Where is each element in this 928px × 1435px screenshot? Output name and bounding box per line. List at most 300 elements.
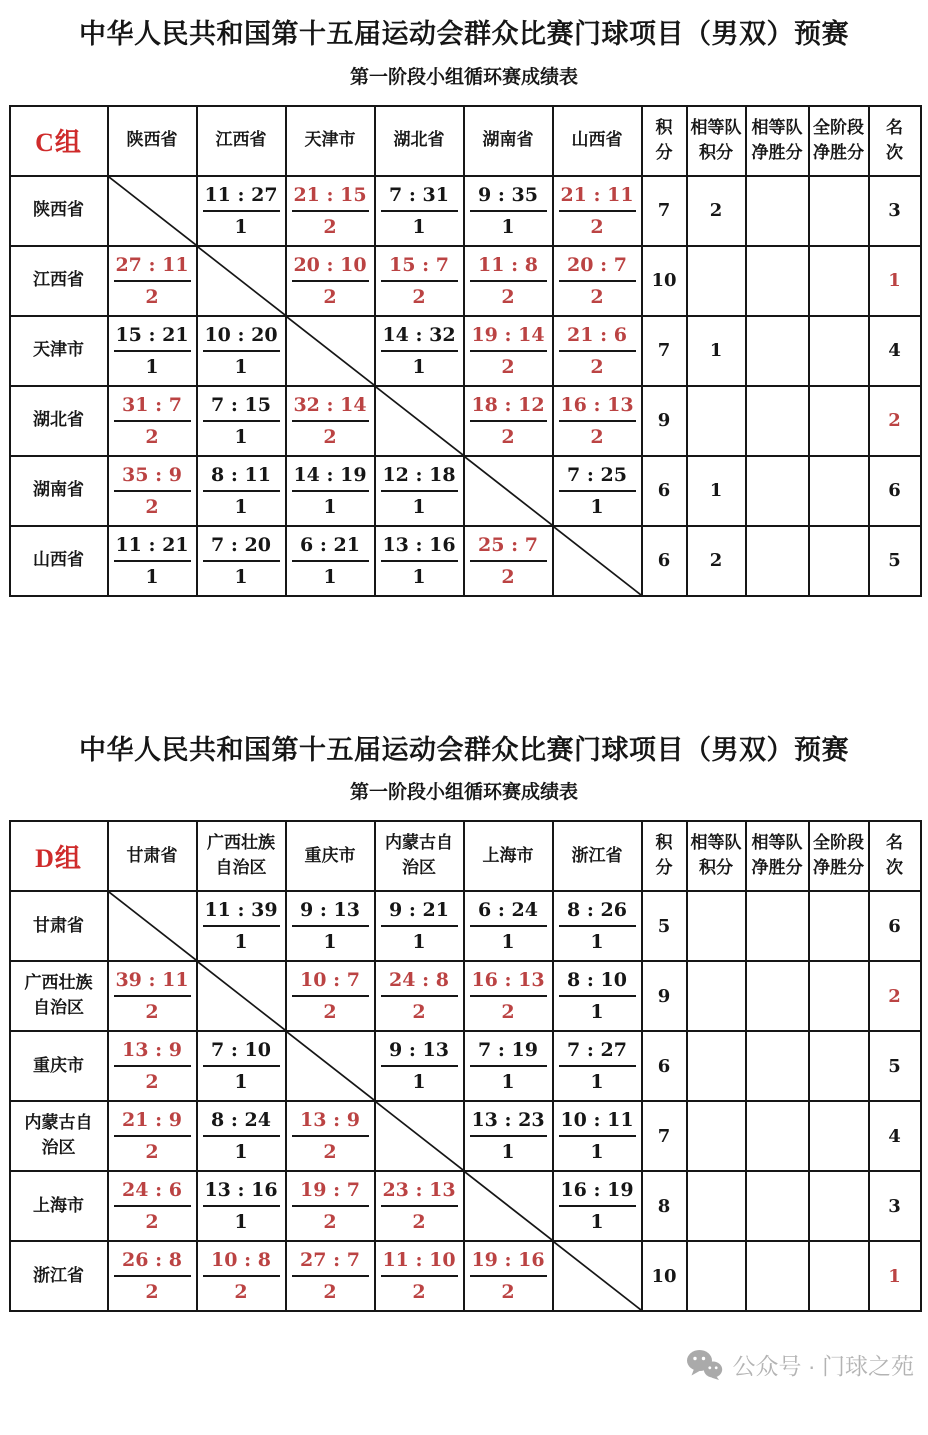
match-points: 2 [501, 1001, 515, 1024]
equal-team-points-cell [687, 891, 746, 961]
match-cell [464, 246, 553, 316]
match-cell [286, 526, 375, 596]
match-result [376, 1033, 463, 1099]
stat-name: 相等队净胜分 [751, 117, 803, 162]
match-score: 8 : 10 [559, 963, 636, 997]
match-cell [286, 961, 375, 1031]
self-match-cell [553, 526, 642, 596]
match-points: 1 [234, 565, 248, 588]
match-score: 9 : 13 [292, 893, 369, 927]
match-result [198, 528, 285, 594]
match-points: 2 [323, 1211, 337, 1234]
match-cell [375, 316, 464, 386]
column-header-stat [642, 106, 687, 176]
rank-cell: 4 [869, 1101, 921, 1171]
match-score: 25 : 7 [470, 528, 547, 562]
self-match-cell [464, 456, 553, 526]
equal-team-net-cell [746, 386, 809, 456]
match-cell [553, 246, 642, 316]
match-result [198, 388, 285, 454]
column-header-team [375, 106, 464, 176]
row-header-team [10, 1031, 108, 1101]
match-result [376, 528, 463, 594]
match-cell [197, 1101, 286, 1171]
match-points: 1 [501, 931, 515, 954]
match-result [554, 1033, 641, 1099]
match-result [376, 458, 463, 524]
match-points: 1 [590, 495, 604, 518]
team-name: 湖北省 [393, 130, 445, 150]
match-points: 2 [501, 565, 515, 588]
match-cell [375, 526, 464, 596]
match-cell [375, 961, 464, 1031]
match-score: 23 : 13 [381, 1173, 458, 1207]
match-result [109, 1103, 196, 1169]
stat-name: 相等队积分 [690, 117, 742, 162]
table-row [10, 1171, 921, 1241]
match-score: 13 : 23 [470, 1103, 547, 1137]
column-header-stat [869, 106, 921, 176]
match-score: 10 : 7 [292, 963, 369, 997]
rank-cell: 1 [869, 246, 921, 316]
match-points: 1 [590, 1211, 604, 1234]
column-header-stat [746, 106, 809, 176]
match-score: 13 : 16 [203, 1173, 280, 1207]
match-cell [108, 526, 197, 596]
match-cell [108, 386, 197, 456]
match-cell [464, 891, 553, 961]
group-label: C组 [10, 106, 108, 176]
match-score: 10 : 20 [203, 318, 280, 352]
match-cell [286, 246, 375, 316]
match-score: 6 : 24 [470, 893, 547, 927]
match-cell [108, 1101, 197, 1171]
match-points: 1 [412, 215, 426, 238]
match-score: 31 : 7 [114, 388, 191, 422]
match-score: 7 : 25 [559, 458, 636, 492]
match-score: 16 : 13 [559, 388, 636, 422]
page-subtitle: 第一阶段小组循环赛成绩表 [349, 66, 578, 88]
row-header-team [10, 891, 108, 961]
diagonal-line [554, 1242, 641, 1310]
diagonal-line [109, 892, 196, 960]
team-name: 内蒙古自治区 [385, 833, 453, 878]
column-header-team [375, 821, 464, 891]
diagonal-line [465, 1172, 552, 1240]
match-result [287, 458, 374, 524]
match-result [376, 1243, 463, 1309]
match-points: 2 [145, 1281, 159, 1304]
match-cell [108, 316, 197, 386]
equal-team-points-cell: 2 [687, 526, 746, 596]
match-cell [197, 891, 286, 961]
row-header-team [10, 386, 108, 456]
match-score: 8 : 26 [559, 893, 636, 927]
stage-net-cell [809, 1171, 869, 1241]
match-points: 1 [234, 495, 248, 518]
rank-cell: 4 [869, 316, 921, 386]
match-points: 1 [145, 355, 159, 378]
results-table-group-d [9, 820, 920, 1312]
match-cell [286, 456, 375, 526]
column-header-stat [687, 106, 746, 176]
match-points: 2 [412, 285, 426, 308]
table-row [10, 386, 921, 456]
page-title: 中华人民共和国第十五届运动会群众比赛门球项目（男双）预赛 [79, 734, 849, 765]
match-score: 19 : 7 [292, 1173, 369, 1207]
match-result [287, 388, 374, 454]
match-score: 18 : 12 [470, 388, 547, 422]
points-cell: 10 [642, 1241, 687, 1311]
match-points: 1 [590, 931, 604, 954]
equal-team-net-cell [746, 526, 809, 596]
match-result [198, 1103, 285, 1169]
equal-team-net-cell [746, 1241, 809, 1311]
match-cell [375, 176, 464, 246]
table-row [10, 526, 921, 596]
match-points: 2 [323, 285, 337, 308]
self-match-cell [286, 316, 375, 386]
match-points: 1 [590, 1071, 604, 1094]
match-result [554, 318, 641, 384]
diagonal-line [109, 177, 196, 245]
row-header-team [10, 526, 108, 596]
equal-team-points-cell [687, 1171, 746, 1241]
match-result [287, 1103, 374, 1169]
equal-team-points-cell [687, 961, 746, 1031]
match-score: 6 : 21 [292, 528, 369, 562]
match-score: 24 : 6 [114, 1173, 191, 1207]
match-result [109, 458, 196, 524]
rank-cell: 3 [869, 1171, 921, 1241]
column-header-stat [746, 821, 809, 891]
match-score: 15 : 7 [381, 248, 458, 282]
points-cell: 7 [642, 176, 687, 246]
match-score: 27 : 7 [292, 1243, 369, 1277]
match-cell [464, 386, 553, 456]
sheet-group-c [9, 18, 920, 597]
match-points: 2 [501, 425, 515, 448]
column-header-stat [809, 821, 869, 891]
points-cell: 6 [642, 526, 687, 596]
row-header-team [10, 246, 108, 316]
match-points: 1 [234, 425, 248, 448]
row-header-team [10, 961, 108, 1031]
team-name: 湖北省 [33, 410, 84, 430]
results-table [9, 105, 922, 597]
column-header-team [197, 821, 286, 891]
team-name: 上海市 [482, 845, 534, 865]
match-result [198, 1243, 285, 1309]
match-score: 14 : 19 [292, 458, 369, 492]
match-cell [375, 1241, 464, 1311]
team-name: 山西省 [571, 130, 623, 150]
match-cell [108, 1031, 197, 1101]
match-result [465, 1033, 552, 1099]
equal-team-net-cell [746, 1101, 809, 1171]
match-points: 2 [323, 215, 337, 238]
match-score: 11 : 8 [470, 248, 547, 282]
match-result [554, 1173, 641, 1239]
column-header-team [197, 106, 286, 176]
match-cell [375, 456, 464, 526]
match-points: 2 [145, 495, 159, 518]
match-score: 7 : 19 [470, 1033, 547, 1067]
match-result [109, 388, 196, 454]
points-cell: 9 [642, 961, 687, 1031]
match-points: 1 [412, 1071, 426, 1094]
match-cell [553, 1101, 642, 1171]
rank-cell: 2 [869, 961, 921, 1031]
match-cell [197, 316, 286, 386]
table-head [10, 821, 921, 891]
match-points: 2 [145, 285, 159, 308]
match-cell [286, 1241, 375, 1311]
match-result [287, 248, 374, 314]
diagonal-line [287, 317, 374, 385]
match-result [287, 963, 374, 1029]
match-points: 2 [501, 285, 515, 308]
match-result [554, 248, 641, 314]
match-points: 2 [145, 1141, 159, 1164]
match-score: 10 : 11 [559, 1103, 636, 1137]
match-score: 12 : 18 [381, 458, 458, 492]
self-match-cell [108, 891, 197, 961]
rank-cell: 6 [869, 891, 921, 961]
match-result [376, 318, 463, 384]
team-name: 陕西省 [126, 130, 178, 150]
rank-cell: 5 [869, 526, 921, 596]
match-points: 2 [145, 1071, 159, 1094]
stage-net-cell [809, 456, 869, 526]
match-score: 11 : 39 [203, 893, 280, 927]
match-score: 39 : 11 [114, 963, 191, 997]
match-cell [553, 386, 642, 456]
match-result [198, 1033, 285, 1099]
equal-team-net-cell [746, 176, 809, 246]
team-name: 天津市 [33, 340, 84, 360]
points-cell: 9 [642, 386, 687, 456]
match-points: 1 [234, 215, 248, 238]
match-score: 11 : 21 [114, 528, 191, 562]
equal-team-net-cell [746, 1031, 809, 1101]
column-header-team [286, 106, 375, 176]
self-match-cell [375, 1101, 464, 1171]
stat-name: 名次 [886, 117, 903, 162]
table-body [10, 891, 921, 1311]
stage-net-cell [809, 961, 869, 1031]
header-row [10, 821, 921, 891]
match-points: 1 [234, 1141, 248, 1164]
row-header-team [10, 1171, 108, 1241]
match-cell [375, 1171, 464, 1241]
match-result [554, 458, 641, 524]
row-header-team [10, 456, 108, 526]
match-score: 27 : 11 [114, 248, 191, 282]
page-subtitle: 第一阶段小组循环赛成绩表 [349, 782, 578, 804]
points-cell: 8 [642, 1171, 687, 1241]
stat-name: 全阶段净胜分 [812, 833, 864, 878]
column-header-team [464, 821, 553, 891]
match-score: 7 : 20 [203, 528, 280, 562]
column-header-team [108, 821, 197, 891]
match-points: 2 [590, 285, 604, 308]
match-result [554, 1103, 641, 1169]
match-cell [197, 1241, 286, 1311]
team-name: 湖南省 [482, 130, 534, 150]
match-score: 21 : 15 [292, 178, 369, 212]
match-score: 7 : 31 [381, 178, 458, 212]
footer-text: 公众号 · 门球之苑 [732, 1353, 914, 1380]
diagonal-line [376, 387, 463, 455]
column-header-stat [642, 821, 687, 891]
team-name: 甘肃省 [126, 845, 178, 865]
match-score: 15 : 21 [114, 318, 191, 352]
match-result [287, 893, 374, 959]
rank-cell: 3 [869, 176, 921, 246]
table-row [10, 316, 921, 386]
match-cell [464, 961, 553, 1031]
match-points: 2 [145, 1211, 159, 1234]
match-points: 2 [412, 1281, 426, 1304]
match-result [198, 318, 285, 384]
match-result [465, 893, 552, 959]
match-result [109, 318, 196, 384]
row-header-team [10, 1101, 108, 1171]
match-points: 2 [323, 1001, 337, 1024]
match-score: 11 : 10 [381, 1243, 458, 1277]
match-result [465, 963, 552, 1029]
match-result [465, 1103, 552, 1169]
team-name: 广西壮族自治区 [207, 833, 275, 878]
match-result [465, 528, 552, 594]
match-score: 21 : 6 [559, 318, 636, 352]
match-points: 1 [323, 931, 337, 954]
stage-net-cell [809, 246, 869, 316]
header-row [10, 106, 921, 176]
match-points: 2 [323, 1141, 337, 1164]
points-cell: 5 [642, 891, 687, 961]
match-cell [553, 961, 642, 1031]
team-name: 浙江省 [33, 1265, 84, 1285]
team-name: 浙江省 [571, 845, 623, 865]
match-cell [286, 176, 375, 246]
match-score: 8 : 11 [203, 458, 280, 492]
diagonal-line [198, 247, 285, 315]
row-header-team [10, 176, 108, 246]
match-score: 24 : 8 [381, 963, 458, 997]
results-table-group-c [9, 105, 920, 597]
match-result [554, 178, 641, 244]
rank-cell: 5 [869, 1031, 921, 1101]
rank-cell: 6 [869, 456, 921, 526]
stat-name: 全阶段净胜分 [812, 117, 864, 162]
match-points: 1 [234, 1071, 248, 1094]
self-match-cell [108, 176, 197, 246]
match-result [287, 528, 374, 594]
match-cell [197, 456, 286, 526]
match-cell [197, 176, 286, 246]
match-points: 1 [590, 1141, 604, 1164]
match-score: 13 : 9 [292, 1103, 369, 1137]
match-score: 7 : 10 [203, 1033, 280, 1067]
match-points: 1 [412, 565, 426, 588]
table-head [10, 106, 921, 176]
table-row [10, 1101, 921, 1171]
stage-net-cell [809, 176, 869, 246]
match-points: 1 [501, 1071, 515, 1094]
match-points: 1 [412, 355, 426, 378]
stage-net-cell [809, 1031, 869, 1101]
match-cell [286, 891, 375, 961]
match-score: 21 : 9 [114, 1103, 191, 1137]
match-points: 1 [234, 355, 248, 378]
match-cell [553, 176, 642, 246]
stat-name: 相等队净胜分 [751, 833, 803, 878]
team-name: 天津市 [304, 130, 356, 150]
stage-net-cell [809, 386, 869, 456]
equal-team-net-cell [746, 1171, 809, 1241]
match-cell [197, 1171, 286, 1241]
match-score: 19 : 16 [470, 1243, 547, 1277]
team-name: 江西省 [215, 130, 267, 150]
match-cell [464, 1031, 553, 1101]
match-result [554, 893, 641, 959]
wechat-icon [686, 1349, 723, 1380]
column-header-stat [687, 821, 746, 891]
team-name: 重庆市 [304, 845, 356, 865]
match-score: 21 : 11 [559, 178, 636, 212]
match-score: 13 : 16 [381, 528, 458, 562]
team-name: 江西省 [33, 270, 84, 290]
match-score: 9 : 13 [381, 1033, 458, 1067]
match-points: 2 [412, 1211, 426, 1234]
match-score: 7 : 15 [203, 388, 280, 422]
match-points: 1 [323, 565, 337, 588]
equal-team-net-cell [746, 456, 809, 526]
match-result [198, 458, 285, 524]
match-cell [375, 1031, 464, 1101]
diagonal-line [465, 457, 552, 525]
points-cell: 7 [642, 1101, 687, 1171]
match-points: 2 [412, 1001, 426, 1024]
match-result [109, 528, 196, 594]
table-row [10, 1241, 921, 1311]
team-name: 甘肃省 [33, 915, 84, 935]
match-points: 2 [323, 425, 337, 448]
match-points: 2 [234, 1281, 248, 1304]
column-header-team [553, 821, 642, 891]
match-cell [286, 1101, 375, 1171]
diagonal-line [198, 962, 285, 1030]
self-match-cell [553, 1241, 642, 1311]
match-result [465, 388, 552, 454]
points-cell: 10 [642, 246, 687, 316]
equal-team-points-cell [687, 1031, 746, 1101]
match-score: 9 : 21 [381, 893, 458, 927]
column-header-team [464, 106, 553, 176]
table-row [10, 456, 921, 526]
equal-team-net-cell [746, 961, 809, 1031]
table-row [10, 246, 921, 316]
match-cell [553, 1171, 642, 1241]
match-result [198, 1173, 285, 1239]
footer-watermark [0, 1348, 914, 1381]
match-points: 1 [412, 931, 426, 954]
match-result [376, 1173, 463, 1239]
match-score: 19 : 14 [470, 318, 547, 352]
match-result [109, 1033, 196, 1099]
